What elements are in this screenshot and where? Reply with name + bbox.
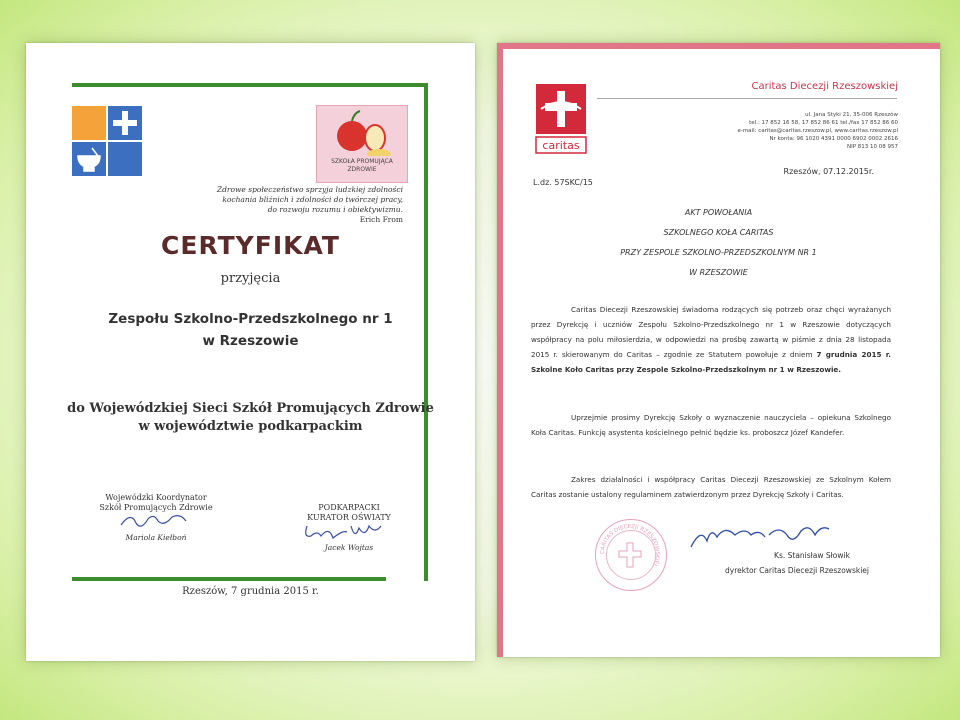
- signature-curator: [294, 503, 404, 553]
- curator-role: KURATOR OŚWIATY: [307, 513, 391, 522]
- caritas-logo-text: caritas: [542, 139, 580, 152]
- certificate-document: [26, 43, 475, 661]
- act-heading-line: SZKOLNEGO KOŁA CARITAS: [663, 228, 774, 237]
- address-line: tel.: 17 852 16 58, 17 852 86 61 tel./fax 17 852 86 60: [749, 120, 898, 126]
- coordinator-name: Mariola Kiełboń: [125, 533, 187, 542]
- health-network-logo: [72, 106, 142, 176]
- letter-date: Rzeszów, 07.12.2015r.: [783, 167, 874, 176]
- school-name: [26, 308, 475, 352]
- green-frame-top: [72, 83, 428, 87]
- signature-coordinator: [96, 493, 216, 543]
- letter-reference: L.dz. 57SKC/15: [533, 178, 593, 187]
- quote: [143, 185, 403, 225]
- signer-name: Ks. Stanisław Słowik: [774, 551, 850, 560]
- apple-icon: [317, 106, 407, 156]
- health-promoting-school-logo: [316, 105, 408, 183]
- official-stamp: [595, 519, 667, 591]
- network-name: [26, 400, 475, 436]
- stamp-text: CARITAS DIECEZJI RZESZOWSKIEJ: [599, 523, 661, 567]
- act-heading-line: AKT POWOŁANIA: [684, 208, 753, 217]
- act-heading-line: W RZESZOWIE: [689, 268, 748, 277]
- certificate-title: CERTYFIKAT: [161, 231, 340, 260]
- header-divider: [597, 98, 897, 99]
- quote-author: Erich From: [359, 215, 403, 224]
- paragraph-bold-text: 7 grudnia 2015 r. Szkolne Koło Caritas przy Zespole Szkolno-Przedszkolnym nr 1 w Rzeszowie.: [531, 350, 891, 374]
- paragraph-scope: Zakres działalności i współpracy Caritas Diecezji Rzeszowskiej ze Szkolnym Kołem Caritas zostanie ustalony regulaminem zatwierdzonym przez Dyrekcję Szkoły i Caritas.: [531, 475, 891, 499]
- organization-address: [598, 111, 898, 151]
- network-line2: w województwie podkarpackim: [138, 419, 363, 434]
- act-heading-line: PRZY ZESPOLE SZKOLNO-PRZEDSZKOLNYM NR 1: [620, 248, 817, 257]
- curator-name: Jacek Wojtas: [324, 543, 374, 552]
- signer-title: dyrektor Caritas Diecezji Rzeszowskiej: [725, 566, 869, 575]
- act-heading: [497, 203, 940, 283]
- address-line: e-mail: caritas@caritas.rzeszow.pl, www.caritas.rzeszow.pl: [737, 128, 898, 134]
- mortar-icon: [72, 142, 106, 176]
- handwritten-signature-icon: [685, 521, 855, 551]
- address-line: Nr konta: 96 1020 4391 0000 6902 0002 2616: [769, 136, 898, 142]
- coordinator-role: Wojewódzki Koordynator: [105, 493, 207, 502]
- caritas-logo: [535, 83, 587, 155]
- caritas-letter-document: [497, 43, 940, 657]
- quote-line: do rozwoju rozumu i obiektywizmu.: [267, 205, 403, 214]
- paragraph-text: Caritas Diecezji Rzeszowskiej świadoma rodzących się potrzeb oraz chęci wyrażanych przez Dyrekcję i uczniów Zespołu Szkolno-Przedszkolnego nr 1 w Rzeszowie dotyczących współpracy na polu miłosierdzia, w odpowiedzi na prośbę zawartą w piśmie z dnia 28 listopada 2015 r. skierowanym do Caritas – zgodnie ze Statutem powołuje z dniem: [531, 305, 891, 359]
- network-line1: do Wojewódzkiej Sieci Szkół Promujących Zdrowie: [67, 401, 434, 416]
- coordinator-role: Szkół Promujących Zdrowie: [99, 503, 213, 512]
- paragraph-request: Uprzejmie prosimy Dyrekcję Szkoły o wyznaczenie nauczyciela – opiekuna Szkolnego Koła Caritas. Funkcję asystenta kościelnego pełnić będzie ks. proboszcz Józef Kandefer.: [531, 413, 891, 437]
- signer-block: [712, 548, 882, 578]
- quote-line: Zdrowe społeczeństwo sprzyja ludzkiej zdolności: [216, 185, 403, 194]
- quote-line: kochania bliźnich i zdolności do twórczej pracy,: [222, 195, 403, 204]
- organization-name: Caritas Diecezji Rzeszowskiej: [751, 81, 898, 92]
- pink-border-top: [497, 43, 940, 49]
- address-line: NIP 813 10 08 957: [846, 144, 898, 150]
- certificate-subtitle: przyjęcia: [220, 271, 281, 286]
- handwritten-signature-icon: [116, 513, 206, 531]
- curator-role: PODKARPACKI: [318, 503, 380, 512]
- school-logo-text: SZKOŁA PROMUJĄCA ZDROWIE: [331, 158, 393, 173]
- certificate-place-date: Rzeszów, 7 grudnia 2015 r.: [182, 586, 319, 597]
- stamp-inner-ring: [606, 530, 656, 580]
- school-name-line1: Zespołu Szkolno-Przedszkolnego nr 1: [108, 311, 393, 327]
- handwritten-signature-icon: [299, 522, 399, 540]
- school-name-line2: w Rzeszowie: [202, 333, 299, 349]
- cross-icon: [108, 106, 142, 140]
- address-line: ul. Jana Styki 21, 35-006 Rzeszów: [805, 112, 898, 118]
- pink-border-left: [497, 43, 503, 657]
- paragraph-establishment: [531, 302, 891, 377]
- green-frame-bottom: [72, 577, 386, 581]
